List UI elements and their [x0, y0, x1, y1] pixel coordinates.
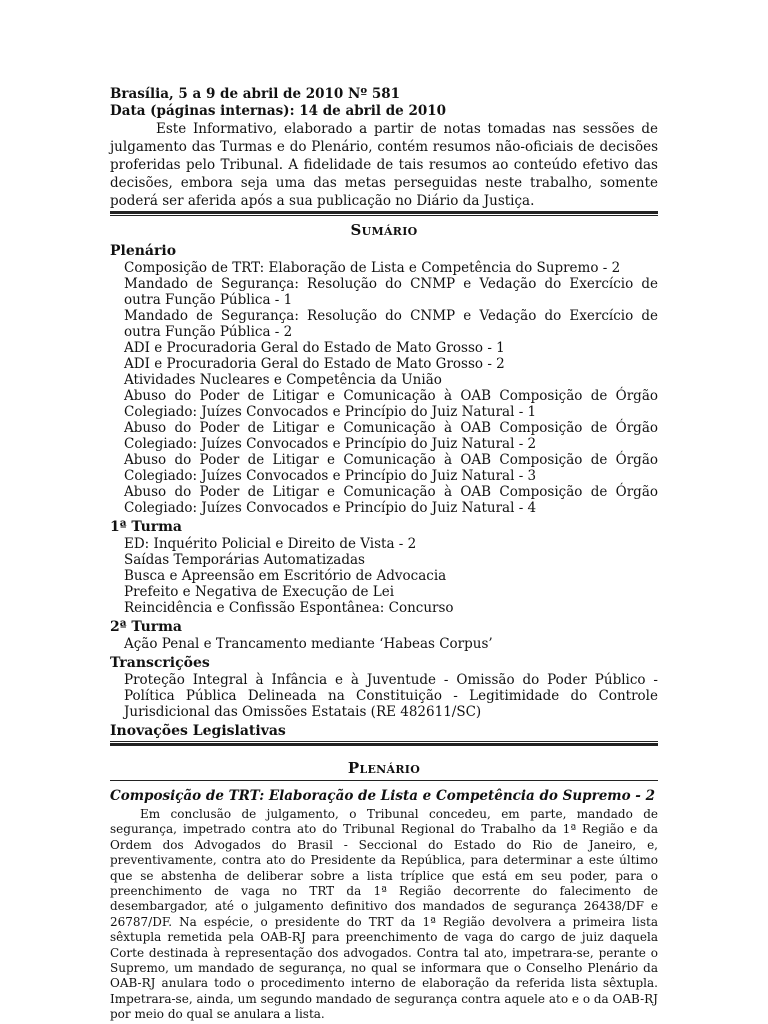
divider	[110, 741, 658, 746]
summary-list	[110, 672, 658, 720]
summary-item[interactable]: ED: Inquérito Policial e Direito de Vista - 2	[124, 536, 417, 552]
document-page	[110, 86, 658, 1023]
summary-item[interactable]: Abuso do Poder de Litigar e Comunicação à OAB Composição de Órgão Colegiado: Juízes Convocados e Princípio do Juiz Natural - 4	[124, 484, 658, 516]
summary-item[interactable]: Prefeito e Negativa de Execução de Lei	[124, 584, 395, 600]
summary-item[interactable]: ADI e Procuradoria Geral do Estado de Mato Grosso - 1	[124, 340, 505, 356]
summary-item[interactable]: Mandado de Segurança: Resolução do CNMP e Vedação do Exercício de outra Função Pública - 1	[124, 276, 658, 308]
summary-item[interactable]: Saídas Temporárias Automatizadas	[124, 552, 365, 568]
summary-item[interactable]: Composição de TRT: Elaboração de Lista e Competência do Supremo - 2	[124, 260, 621, 276]
summary-item[interactable]: ADI e Procuradoria Geral do Estado de Mato Grosso - 2	[124, 356, 505, 372]
divider	[110, 211, 658, 216]
summary-list	[110, 260, 658, 516]
divider	[110, 780, 658, 781]
summary-item[interactable]: Abuso do Poder de Litigar e Comunicação à OAB Composição de Órgão Colegiado: Juízes Convocados e Princípio do Juiz Natural - 2	[124, 420, 658, 452]
issue-line: Brasília, 5 a 9 de abril de 2010 Nº 581	[110, 86, 400, 102]
summary-item[interactable]: Proteção Integral à Infância e à Juventude - Omissão do Poder Público - Política Pública Delineada na Constituição - Legitimidade do Controle Jurisdicional das Omissões Estatais (RE 482611/SC)	[124, 672, 658, 720]
summary-group-title: Plenário	[110, 243, 177, 259]
intro-paragraph: Este Informativo, elaborado a partir de notas tomadas nas sessões de julgamento das Turmas e do Plenário, contém resumos não-oficiais de decisões proferidas pelo Tribunal. A fidelidade de tais resumos ao conteúdo efetivo das decisões, embora seja uma das metas perseguidas neste trabalho, somente poderá ser aferida após a sua publicação no Diário da Justiça.	[110, 121, 658, 209]
legislative-title[interactable]: Inovações Legislativas	[110, 723, 286, 739]
summary-group-title: 2ª Turma	[110, 619, 183, 635]
summary-group-title: Transcrições	[110, 655, 210, 671]
summary-item[interactable]: Reincidência e Confissão Espontânea: Concurso	[124, 600, 454, 616]
summary-item[interactable]: Atividades Nucleares e Competência da União	[124, 372, 442, 388]
summary-item[interactable]: Busca e Apreensão em Escritório de Advocacia	[124, 568, 447, 584]
plenary-title: Plenário	[347, 759, 421, 777]
internal-date-line: Data (páginas internas): 14 de abril de 2010	[110, 103, 447, 119]
summary-group-title: 1ª Turma	[110, 519, 183, 535]
summary-list	[110, 636, 658, 652]
article-body: Em conclusão de julgamento, o Tribunal concedeu, em parte, mandado de segurança, impetrado contra ato do Tribunal Regional do Trabalho da 1ª Região e da Ordem dos Advogados do Brasil - Seccional do Estado do Rio de Janeiro, e, preventivamente, contra ato do Presidente da República, para determinar a este último que se abstenha de deliberar sobre a lista tríplice que está em seu poder, para o preenchimento de vaga no TRT da 1ª Região decorrente do falecimento de desembargador, até o julgamento definitivo dos mandados de segurança 26438/DF e 26787/DF. Na espécie, o presidente do TRT da 1ª Região devolvera a primeira lista sêxtupla remetida pela OAB-RJ para preenchimento de vaga do cargo de juiz daquela Corte destinada à representação dos advogados. Contra tal ato, impetrara-se, perante o Supremo, um mandado de segurança, no qual se informara que o Conselho Plenário da OAB-RJ anulara todo o procedimento interno de elaboração da referida lista sêxtupla. Impetrara-se, ainda, um segundo mandado de segurança contra aquele ato e o da OAB-RJ por meio do qual se anulara a lista.	[110, 807, 658, 1022]
summary-item[interactable]: Ação Penal e Trancamento mediante ‘Habeas Corpus’	[124, 636, 493, 652]
summary-title: Sumário	[350, 221, 418, 239]
summary-item[interactable]: Abuso do Poder de Litigar e Comunicação à OAB Composição de Órgão Colegiado: Juízes Convocados e Princípio do Juiz Natural - 1	[124, 388, 658, 420]
summary-groups	[110, 242, 658, 720]
summary-item[interactable]: Mandado de Segurança: Resolução do CNMP e Vedação do Exercício de outra Função Pública - 2	[124, 308, 658, 340]
summary-item[interactable]: Abuso do Poder de Litigar e Comunicação à OAB Composição de Órgão Colegiado: Juízes Convocados e Princípio do Juiz Natural - 3	[124, 452, 658, 484]
article-title: Composição de TRT: Elaboração de Lista e Competência do Supremo - 2	[110, 788, 655, 804]
summary-list	[110, 536, 658, 616]
